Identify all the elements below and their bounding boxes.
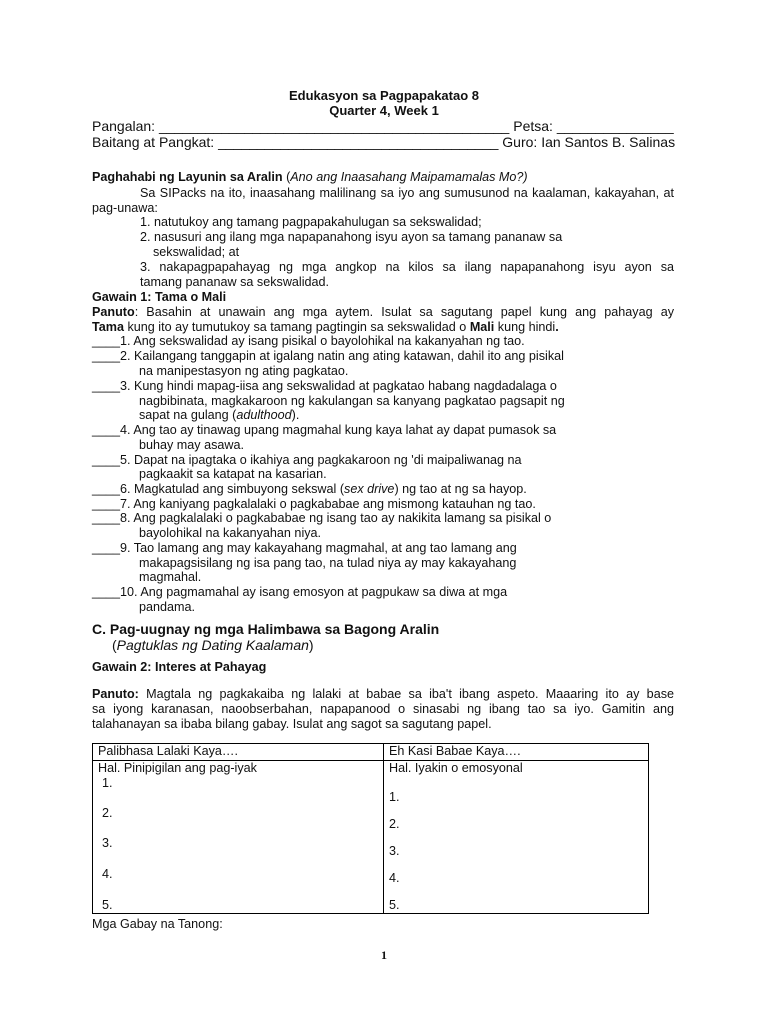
tama-mali-item-10: ____10. Ang pagmamahal ay isang emosyon at pagpukaw sa diwa at mga (92, 585, 508, 599)
babae-line-2: 2. (389, 817, 400, 831)
layunin-item-2: 2. nasusuri ang ilang mga napapanahong isyu ayon sa tamang pananaw sa (140, 230, 563, 244)
tama-mali-item-3: ____3. Kung hindi mapag-iisa ang sekswalidad at pagkatao habang nagdadalaga o (92, 379, 557, 393)
gabay-na-tanong: Mga Gabay na Tanong: (92, 917, 223, 931)
gawain2-panuto-3: talahanayan sa ibaba bilang gabay. Isulat ang sagot sa sagutang papel. (92, 717, 492, 731)
lalaki-line-2: 2. (102, 806, 113, 820)
tama-mali-item-4: ____4. Ang tao ay tinawag upang magmahal kung kaya lahat ay dapat pumasok sa (92, 423, 557, 437)
tama-mali-item-9-cont2: magmahal. (139, 570, 202, 584)
tama-mali-item-3-cont: nagbibinata, magkakaroon ng kakulangan sa kanyang pagkatao pagsapit ng (139, 394, 565, 408)
tama-mali-item-9-cont: makapagsisilang ng isa pang tao, na tulad niya ay may kakayahang (139, 556, 517, 570)
gawain1-panuto: Panuto: Basahin at unawain ang mga aytem. Isulat sa sagutang papel kung ang pahayag ay (92, 305, 674, 319)
teacher-name: Ian Santos B. Salinas (541, 134, 676, 150)
section-line (92, 134, 675, 151)
babae-line-3: 3. (389, 844, 400, 858)
section-c-heading: C. Pag-uugnay ng mga Halimbawa sa Bagong Aralin (92, 621, 440, 637)
tama-mali-item-6: ____6. Magkatulad ang simbuyong sekswal (sex drive) ng tao at ng sa hayop. (92, 482, 527, 496)
layunin-item-3-cont: tamang pananaw sa sekswalidad. (140, 275, 330, 289)
table-header-babae: Eh Kasi Babae Kaya…. (384, 744, 649, 761)
gawain1-heading: Gawain 1: Tama o Mali (92, 290, 227, 304)
pagkakaiba-table (92, 743, 649, 914)
lalaki-line-4: 4. (102, 867, 113, 881)
lalaki-line-3: 3. (102, 836, 113, 850)
layunin-item-2-cont: sekswalidad; at (153, 245, 240, 259)
name-blank: _____________________________________________ (158, 118, 510, 134)
table-header-row (93, 744, 649, 761)
tama-mali-item-8-cont: bayolohikal na kakanyahan niya. (139, 526, 322, 540)
gawain2-heading: Gawain 2: Interes at Pahayag (92, 660, 267, 674)
date-label: Petsa: (513, 118, 553, 134)
tama-mali-item-7: ____7. Ang kaniyang pagkalalaki o pagkababae ang mismong katauhan ng tao. (92, 497, 536, 511)
tama-mali-item-2-cont: na manipestasyon ng ating pagkatao. (139, 364, 349, 378)
example-babae: Hal. Iyakin o emosyonal (389, 761, 523, 775)
tama-mali-item-9: ____9. Tao lamang ang may kakayahang magmahal, at ang tao lamang ang (92, 541, 517, 555)
document-subtitle: Quarter 4, Week 1 (329, 103, 439, 118)
table-header-lalaki: Palibhasa Lalaki Kaya…. (93, 744, 384, 761)
tama-mali-item-10-cont: pandama. (139, 600, 196, 614)
document-title: Edukasyon sa Pagpapakatao 8 (288, 88, 480, 103)
section-label: Baitang at Pangkat: (92, 134, 215, 150)
tama-mali-item-5: ____5. Dapat na ipagtaka o ikahiya ang pagkakaroon ng 'di maipaliwanag na (92, 453, 522, 467)
tama-mali-item-3-cont2: sapat na gulang (adulthood). (139, 408, 300, 422)
layunin-heading: Paghahabi ng Layunin sa Aralin (Ano ang Inaasahang Maipamamalas Mo?) (92, 170, 528, 184)
layunin-item-3: 3. nakapagpapahayag ng mga angkop na kilos sa ilang napapanahong isyu ayon sa (140, 260, 674, 274)
lalaki-line-1: 1. (102, 776, 113, 790)
tama-mali-item-2: ____2. Kailangang tanggapin at igalang natin ang ating katawan, dahil ito ang pisikal (92, 349, 564, 363)
lalaki-line-5: 5. (102, 898, 113, 912)
gawain2-panuto-1: Panuto: Magtala ng pagkakaiba ng lalaki at babae sa iba't ibang aspeto. Maaaring ito ay base (92, 687, 674, 701)
name-label: Pangalan: (92, 118, 156, 134)
example-lalaki: Hal. Pinipigilan ang pag-iyak (98, 761, 257, 775)
babae-line-4: 4. (389, 871, 400, 885)
name-line (92, 118, 674, 135)
tama-mali-item-5-cont: pagkaakit sa katapat na kasarian. (139, 467, 327, 481)
layunin-item-1: 1. natutukoy ang tamang pagpapakahulugan sa sekswalidad; (140, 215, 482, 229)
tama-mali-item-1: ____1. Ang sekswalidad ay isang pisikal o bayolohikal na kakanyahan ng tao. (92, 334, 525, 348)
babae-line-5: 5. (389, 898, 400, 912)
table-cell-lalaki (93, 761, 384, 914)
layunin-intro-2: pag-unawa: (92, 201, 158, 215)
layunin-intro-1: Sa SIPacks na ito, inaasahang malilinang sa iyo ang sumusunod na kaalaman, kakayahan, at (140, 186, 674, 200)
table-body-row (93, 761, 649, 914)
teacher-label: Guro: (502, 134, 538, 150)
table-cell-babae (384, 761, 649, 914)
gawain2-panuto-2: sa iyong karanasan, naoobserbahan, napapanood o sinasabi ng ibang tao sa iyo. Gamitin ang (92, 702, 674, 716)
section-c-subheading: (Pagtuklas ng Dating Kaalaman) (112, 637, 314, 653)
page-number: 1 (381, 948, 387, 962)
tama-mali-item-8: ____8. Ang pagkalalaki o pagkababae ng isang tao ay nakikita lamang sa pisikal o (92, 511, 552, 525)
tama-mali-item-4-cont: buhay may asawa. (139, 438, 245, 452)
date-blank: _______________ (556, 118, 674, 134)
gawain1-panuto-2: Tama kung ito ay tumutukoy sa tamang pagtingin sa sekswalidad o Mali kung hindi. (92, 320, 559, 334)
babae-line-1: 1. (389, 790, 400, 804)
section-blank: ____________________________________ (218, 134, 499, 150)
